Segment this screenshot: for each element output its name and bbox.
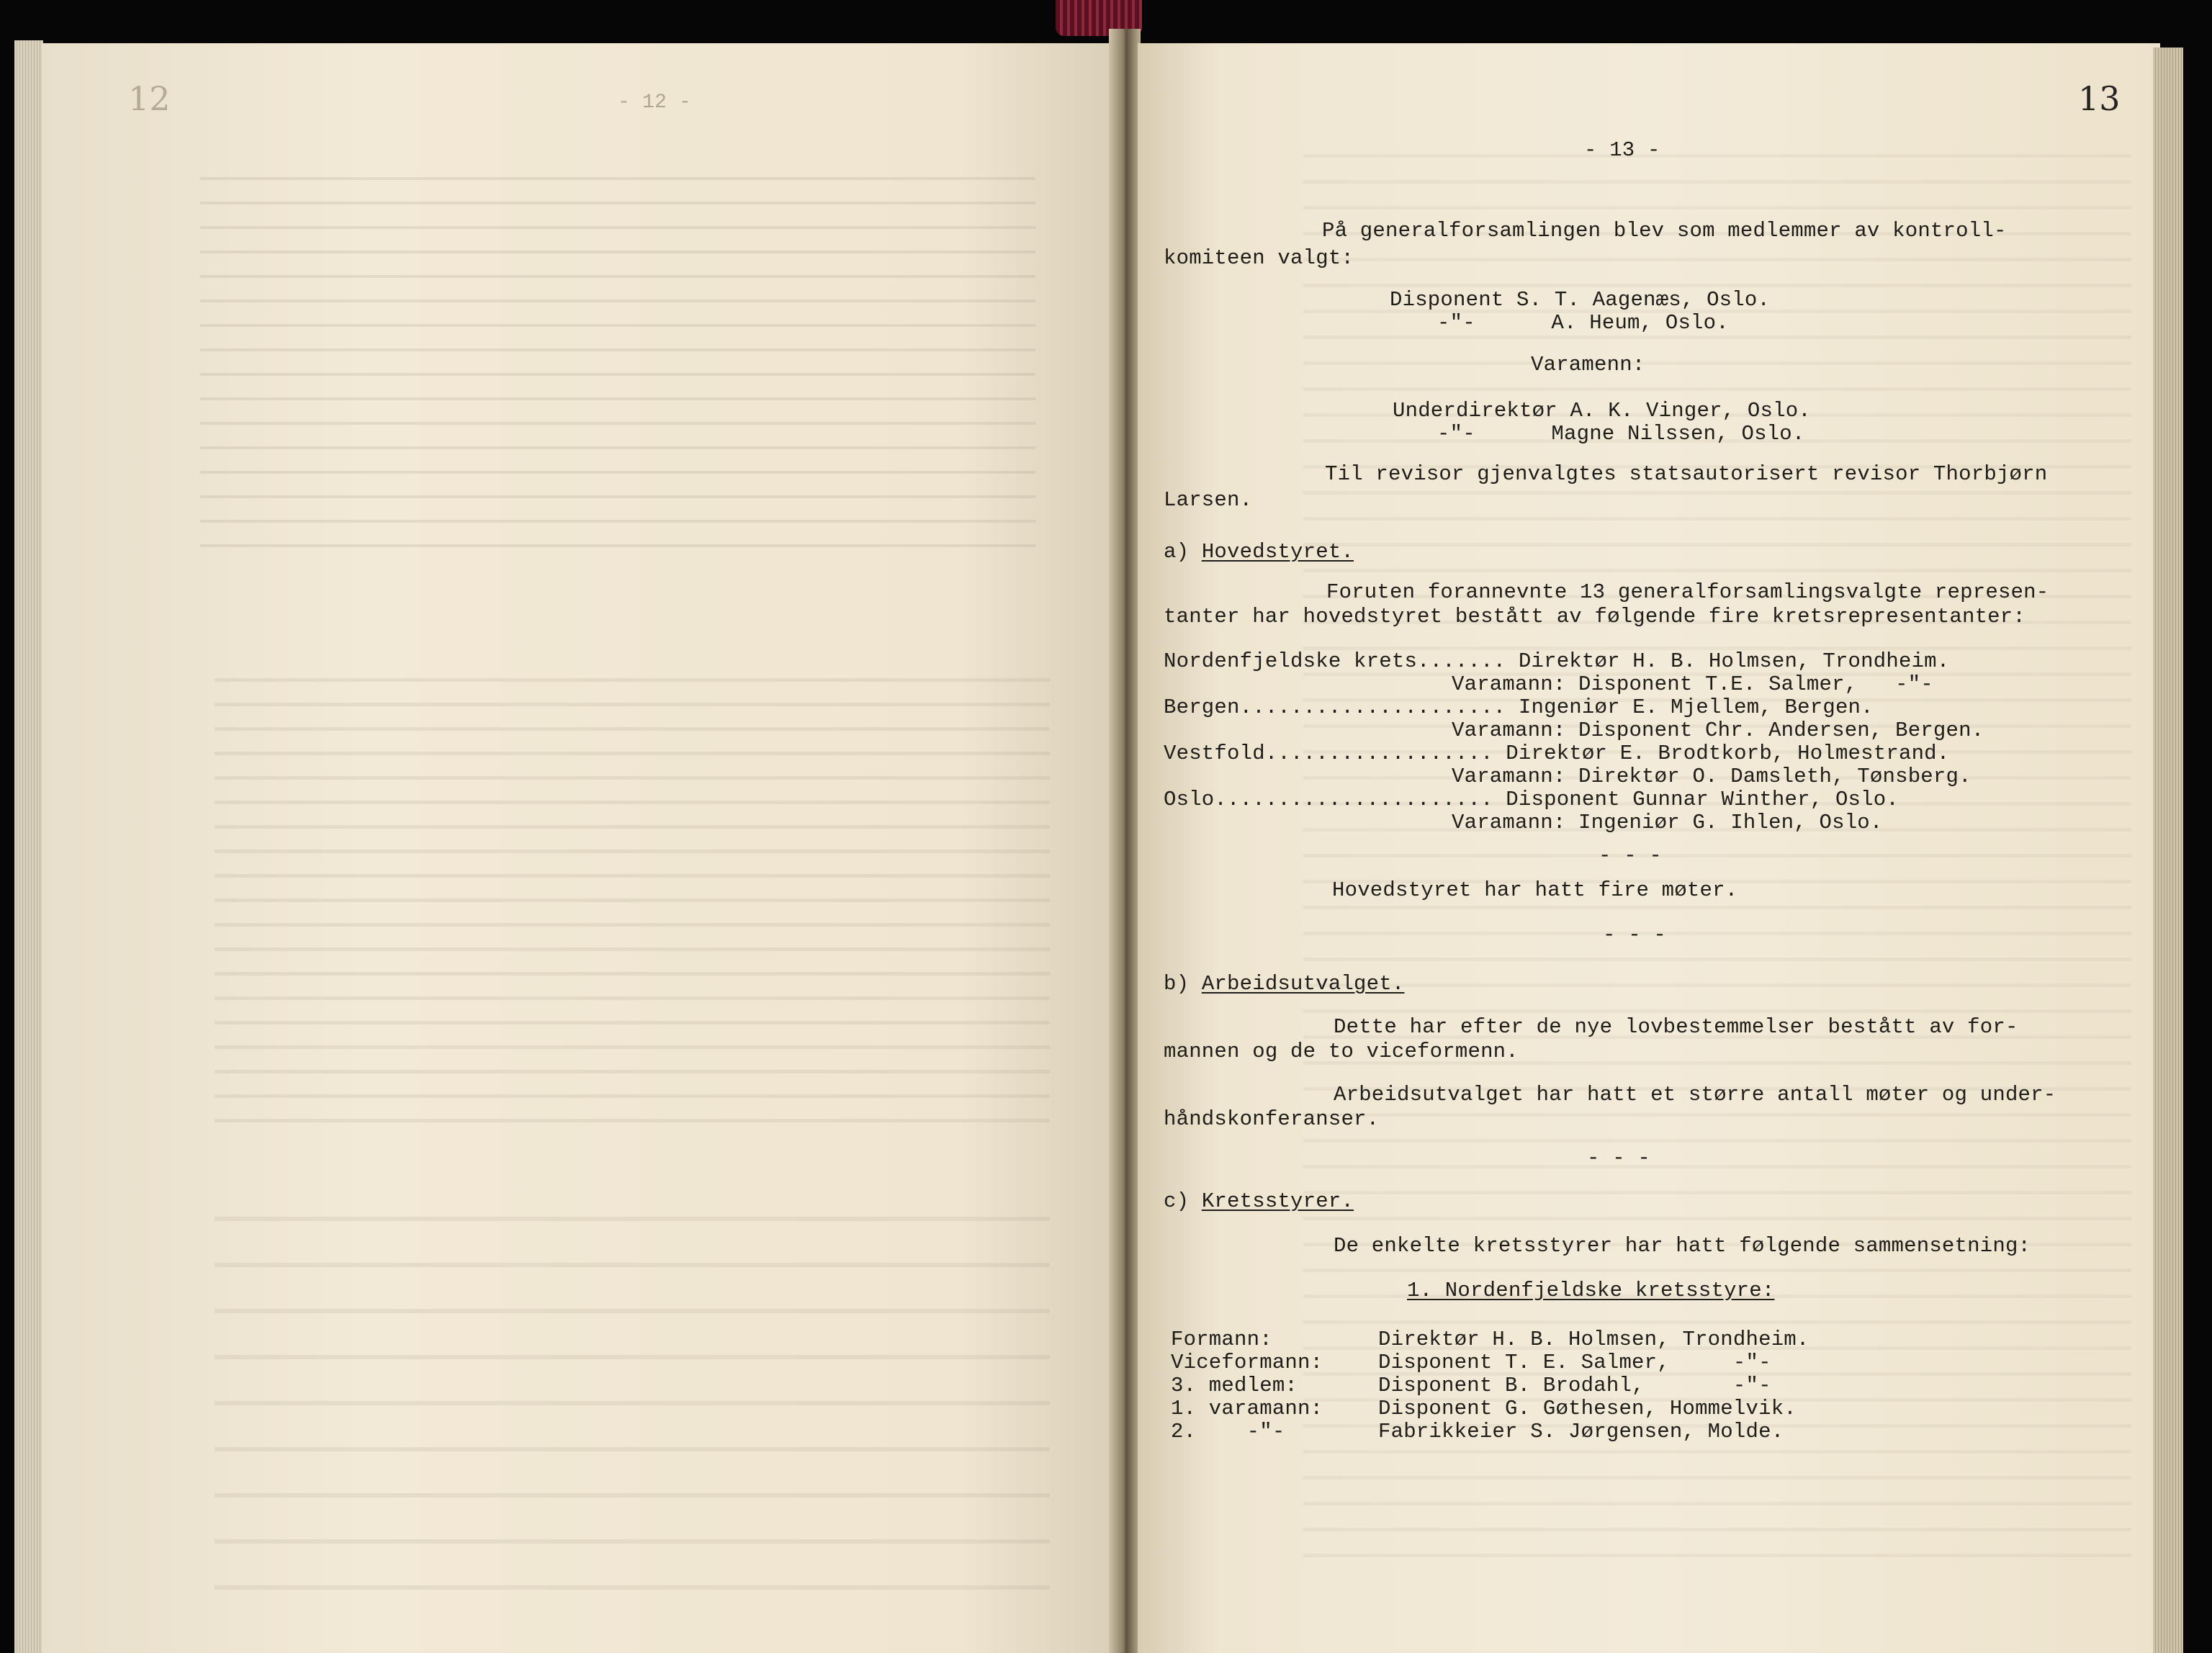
right-page-edges <box>2153 48 2183 1653</box>
board-person: Disponent T. E. Salmer, -"- <box>1378 1351 1771 1374</box>
circuit-nordenfjeldske: Nordenfjeldske krets....... Direktør H. B. Holmsen, Trondheim. <box>1164 649 1950 673</box>
control-member-1: Disponent S. T. Aagenæs, Oslo. <box>1390 288 1771 312</box>
separator-2: - - - <box>1603 923 1667 947</box>
board-person: Disponent B. Brodahl, -"- <box>1378 1374 1771 1397</box>
section-a-text-2: tanter har hovedstyret bestått av følgende fire kretsrepresentanter: <box>1164 605 2026 629</box>
right-page-corner-number: 13 <box>2078 79 2121 118</box>
right-page <box>1138 43 2160 1653</box>
vara-member-1: Underdirektør A. K. Vinger, Oslo. <box>1393 399 1811 423</box>
revisor-line-2: Larsen. <box>1164 488 1253 512</box>
board-person: Disponent G. Gøthesen, Hommelvik. <box>1378 1397 1797 1420</box>
section-a <box>1164 540 1354 564</box>
section-b-text-4: håndskonferanser. <box>1164 1107 1380 1131</box>
section-b <box>1164 972 1404 996</box>
right-page-header-number: - 13 - <box>1584 138 1660 162</box>
left-page-corner-number: 12 <box>128 79 171 118</box>
vara-heading: Varamenn: <box>1531 353 1645 377</box>
left-page-edges <box>14 40 43 1653</box>
vara-member-2: -"- Magne Nilssen, Oslo. <box>1437 422 1805 446</box>
circuit-oslo: Oslo...................... Disponent Gunnar Winther, Oslo. <box>1164 788 1899 811</box>
section-b-prefix: b) <box>1164 972 1202 996</box>
section-b-text-2: mannen og de to viceformenn. <box>1164 1040 1519 1063</box>
separator-3: - - - <box>1587 1146 1651 1170</box>
separator-1: - - - <box>1599 844 1663 868</box>
section-c <box>1164 1189 1354 1214</box>
board-person: Direktør H. B. Holmsen, Trondheim. <box>1378 1328 1809 1351</box>
left-bleed-through-middle <box>215 662 1050 1138</box>
circuit-vestfold: Vestfold.................. Direktør E. Brodtkorb, Holmestrand. <box>1164 742 1950 765</box>
section-c-heading: Kretsstyrer. <box>1201 1189 1354 1213</box>
section-a-text-1: Foruten forannevnte 13 generalforsamlingsvalgte represen- <box>1326 580 2049 604</box>
board-role: 1. varamann: <box>1171 1397 1323 1420</box>
board-role: Viceformann: <box>1171 1351 1323 1374</box>
left-bleed-through-bottom <box>215 1188 1050 1620</box>
board-role: Formann: <box>1171 1328 1272 1351</box>
intro-line-2: komiteen valgt: <box>1164 246 1354 270</box>
section-b-heading: Arbeidsutvalget. <box>1201 972 1405 996</box>
revisor-line-1: Til revisor gjenvalgtes statsautorisert revisor Thorbjørn <box>1325 462 2048 486</box>
section-a-heading: Hovedstyret. <box>1201 540 1354 564</box>
book-gutter <box>1109 29 1141 1653</box>
section-a-prefix: a) <box>1164 540 1202 564</box>
section-b-text-1: Dette har efter de nye lovbestemmelser bestått av for- <box>1334 1015 2018 1039</box>
section-c-subheading: 1. Nordenfjeldske kretsstyre: <box>1407 1279 1775 1302</box>
meetings-line: Hovedstyret har hatt fire møter. <box>1332 878 1738 902</box>
circuit-bergen: Bergen..................... Ingeniør E. Mjellem, Bergen. <box>1164 695 1874 719</box>
section-c-text: De enkelte kretsstyrer har hatt følgende sammensetning: <box>1334 1234 2031 1258</box>
left-bleed-through-top <box>200 158 1035 547</box>
board-role: 2. -"- <box>1171 1420 1285 1443</box>
left-page-header-number: - 12 - <box>618 91 692 114</box>
intro-line-1: På generalforsamlingen blev som medlemmer av kontroll- <box>1322 219 2007 243</box>
control-member-2: -"- A. Heum, Oslo. <box>1437 311 1729 335</box>
left-page <box>42 43 1122 1653</box>
circuit-bergen-vara: Varamann: Disponent Chr. Andersen, Bergen. <box>1452 719 1984 742</box>
board-person: Fabrikkeier S. Jørgensen, Molde. <box>1378 1420 1784 1443</box>
circuit-nordenfjeldske-vara: Varamann: Disponent T.E. Salmer, -"- <box>1452 672 1933 696</box>
circuit-vestfold-vara: Varamann: Direktør O. Damsleth, Tønsberg. <box>1452 765 1972 788</box>
section-b-text-3: Arbeidsutvalget har hatt et større antall møter og under- <box>1334 1083 2056 1107</box>
board-role: 3. medlem: <box>1171 1374 1298 1397</box>
section-c-prefix: c) <box>1164 1189 1202 1213</box>
circuit-oslo-vara: Varamann: Ingeniør G. Ihlen, Oslo. <box>1452 811 1883 834</box>
